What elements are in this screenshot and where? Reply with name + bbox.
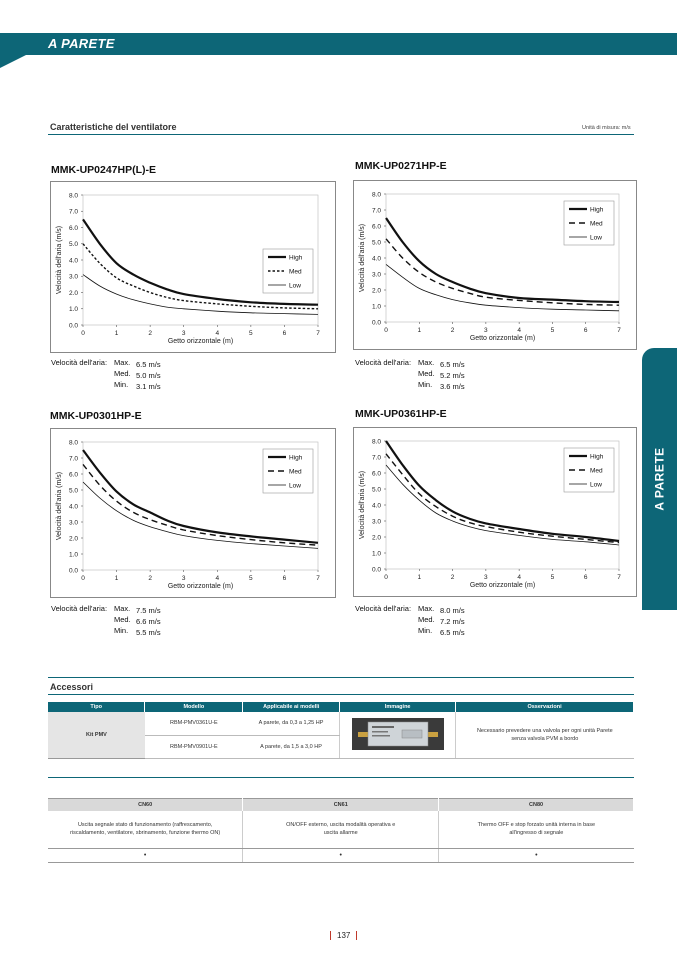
cell-applicabile: A parete, da 0,3 a 1,25 HP [243,712,340,735]
x-tick-label: 1 [114,575,119,582]
chart-frame-1 [50,181,336,353]
x-axis-label: Getto orizzontale (m) [469,582,536,589]
level-med-label: Med. [418,615,435,624]
accessories-divider [48,694,634,695]
chart-frame-2 [353,180,637,350]
fan-section-divider [48,134,634,135]
velocity-max-value: 7.5 m/s [136,606,161,615]
y-tick-label: 8.0 [371,191,381,199]
y-tick-label: 5.0 [68,487,78,495]
y-tick-label: 7.0 [371,454,381,462]
y-tick-label: 2.0 [68,535,78,543]
chart-svg-2 [354,181,636,349]
x-tick-label: 0 [384,327,388,334]
y-tick-label: 4.0 [68,503,78,511]
series-line-low [386,264,619,310]
x-tick-label: 2 [148,575,152,582]
x-tick-label: 3 [484,327,488,334]
legend-label-med: Med [590,220,603,228]
y-tick-label: 0.0 [68,322,78,330]
x-tick-label: 6 [282,330,287,337]
y-tick-label: 5.0 [371,239,381,247]
y-tick-label: 4.0 [371,255,381,263]
cn-table [48,798,634,863]
x-tick-label: 7 [617,574,621,581]
accessories-table [48,702,634,759]
chart-title-4: MMK-UP0361HP-E [355,408,447,420]
level-max-label: Max. [114,604,131,613]
header-banner-notch [0,54,28,68]
x-tick-label: 3 [181,330,186,337]
legend-label-high: High [590,206,604,214]
accessories-top-divider [48,677,634,678]
y-tick-label: 4.0 [68,257,78,265]
chart-svg-1 [51,182,335,352]
y-tick-label: 2.0 [371,287,381,295]
legend-label-high: High [590,453,604,461]
y-tick-label: 7.0 [68,455,78,463]
chart-frame-3 [50,428,336,598]
cell-modello: RBM-PMV0901U-E [145,735,243,758]
x-tick-label: 1 [417,574,422,581]
pmv-kit-image [352,716,444,752]
x-tick-label: 6 [282,575,287,582]
cell-applicabile: A parete, da 1,5 a 3,0 HP [243,735,340,758]
y-tick-label: 1.0 [371,303,381,311]
y-tick-label: 0.0 [371,566,381,574]
velocity-block-3 [51,604,251,638]
table-row [48,849,634,863]
x-tick-label: 0 [81,330,85,337]
chart-title-1: MMK-UP0247HP(L)-E [51,164,157,176]
y-axis-label: Velocità dell'aria (m/s) [359,470,366,540]
x-axis-label: Getto orizzontale (m) [469,335,536,342]
legend-label-low: Low [289,282,301,290]
x-tick-label: 4 [517,574,521,581]
legend-label-high: High [289,454,303,462]
velocity-med-value: 5.0 m/s [136,371,161,380]
x-tick-label: 3 [484,574,488,581]
cell-cn60-mark: • [48,849,243,863]
chart-title-3: MMK-UP0301HP-E [50,410,142,422]
page-title: A PARETE [48,36,115,51]
velocity-med-value: 5.2 m/s [440,371,465,380]
y-tick-label: 6.0 [68,224,78,232]
level-min-label: Min. [114,380,129,389]
velocity-label: Velocità dell'aria: [355,358,412,367]
x-tick-label: 0 [384,574,388,581]
velocity-med-value: 7.2 m/s [440,617,465,626]
y-tick-label: 8.0 [68,192,78,200]
legend-label-low: Low [590,481,602,489]
velocity-block-4 [355,604,555,638]
x-tick-label: 6 [583,327,588,334]
cell-modello: RBM-PMV0361U-E [145,712,243,735]
legend-label-med: Med [590,467,603,475]
cell-tipo: Kit PMV [48,712,145,758]
y-tick-label: 6.0 [371,223,381,231]
cell-cn60-desc: Uscita segnale stato di funzionamento (raffrescamento, riscaldamento, ventilatore, sbrinamento, funzione thermo ON) [48,811,243,849]
y-tick-label: 7.0 [371,207,381,215]
unit-note: Unità di misura: m/s [582,125,631,131]
y-tick-label: 2.0 [371,534,381,542]
y-tick-label: 1.0 [68,306,78,314]
x-axis-label: Getto orizzontale (m) [167,583,234,590]
velocity-min-value: 6.5 m/s [440,628,465,637]
y-tick-label: 2.0 [68,289,78,297]
y-tick-label: 3.0 [371,518,381,526]
cell-immagine [340,712,456,758]
x-tick-label: 6 [583,574,588,581]
header-osservazioni: Osservazioni [456,702,634,712]
x-tick-label: 4 [517,327,521,334]
header-applicabile: Applicabile ai modelli [243,702,340,712]
level-med-label: Med. [418,369,435,378]
level-min-label: Min. [418,626,433,635]
y-tick-label: 6.0 [371,470,381,478]
velocity-block-2 [355,358,555,392]
table-row [48,712,634,735]
side-tab-label: A PARETE [652,447,667,511]
level-max-label: Max. [418,604,435,613]
x-tick-label: 5 [550,327,555,334]
legend-label-low: Low [590,234,602,242]
legend-label-med: Med [289,268,302,276]
header-tipo: Tipo [48,702,145,712]
page-number [324,931,363,940]
x-tick-label: 3 [181,575,186,582]
y-tick-label: 1.0 [371,550,381,558]
x-tick-label: 7 [316,330,320,337]
y-tick-label: 8.0 [68,439,78,447]
x-tick-label: 4 [215,330,220,337]
x-tick-label: 1 [114,330,119,337]
page-number-text: 137 [337,931,351,940]
x-tick-label: 7 [316,575,320,582]
header-immagine: Immagine [340,702,456,712]
velocity-min-value: 3.6 m/s [440,382,465,391]
velocity-max-value: 6.5 m/s [136,360,161,369]
header-modello: Modello [145,702,243,712]
accessories-header-row [48,702,634,712]
header-cn61: CN61 [243,799,439,811]
velocity-label: Velocità dell'aria: [51,604,108,613]
y-axis-label: Velocità dell'aria (m/s) [56,471,63,541]
level-max-label: Max. [418,358,435,367]
velocity-label: Velocità dell'aria: [51,358,108,367]
x-tick-label: 4 [215,575,220,582]
header-cn80: CN80 [439,799,634,811]
velocity-max-value: 6.5 m/s [440,360,465,369]
level-med-label: Med. [114,369,131,378]
velocity-min-value: 3.1 m/s [136,382,161,391]
x-tick-label: 2 [148,330,152,337]
y-tick-label: 0.0 [371,319,381,327]
y-tick-label: 3.0 [68,273,78,281]
fan-section-title: Caratteristiche del ventilatore [50,122,177,132]
x-tick-label: 2 [450,574,455,581]
y-axis-label: Velocità dell'aria (m/s) [56,225,63,295]
x-axis-label: Getto orizzontale (m) [167,338,234,345]
side-tab-label-wrap [642,348,677,610]
level-max-label: Max. [114,358,131,367]
level-min-label: Min. [418,380,433,389]
chart-frame-4 [353,427,637,597]
accessories-title: Accessori [50,682,94,692]
velocity-min-value: 5.5 m/s [136,628,161,637]
y-tick-label: 4.0 [371,502,381,510]
cell-cn80-mark: • [439,849,634,863]
velocity-med-value: 6.6 m/s [136,617,161,626]
cell-cn61-desc: ON/OFF esterno, uscita modalità operativa e uscita allarme [243,811,439,849]
y-tick-label: 6.0 [68,471,78,479]
x-tick-label: 1 [417,327,422,334]
y-tick-label: 3.0 [371,271,381,279]
chart-svg-4 [354,428,636,596]
cell-cn61-mark: • [243,849,439,863]
legend-label-high: High [289,254,303,262]
x-tick-label: 7 [617,327,621,334]
legend-label-med: Med [289,468,302,476]
cell-osservazioni: Necessario prevedere una valvola per ogni unità Parete senza valvola PVM a bordo [456,712,634,758]
chart-title-2: MMK-UP0271HP-E [355,160,447,172]
y-tick-label: 7.0 [68,208,78,216]
velocity-block-1 [51,358,251,392]
table-row [48,811,634,849]
cn-header-row [48,799,634,811]
y-tick-label: 0.0 [68,567,78,575]
legend-label-low: Low [289,482,301,490]
velocity-max-value: 8.0 m/s [440,606,465,615]
y-tick-label: 5.0 [68,241,78,249]
level-min-label: Min. [114,626,129,635]
chart-svg-3 [51,429,335,597]
y-tick-label: 3.0 [68,519,78,527]
x-tick-label: 2 [450,327,455,334]
y-axis-label: Velocità dell'aria (m/s) [359,223,366,293]
y-tick-label: 8.0 [371,438,381,446]
header-cn60: CN60 [48,799,243,811]
x-tick-label: 5 [249,330,253,337]
velocity-label: Velocità dell'aria: [355,604,412,613]
cn-section-divider [48,777,634,778]
y-tick-label: 1.0 [68,551,78,559]
x-tick-label: 5 [249,575,253,582]
cell-cn80-desc: Thermo OFF e stop forzato unità interna in base all'ingresso di segnale [439,811,634,849]
y-tick-label: 5.0 [371,486,381,494]
x-tick-label: 0 [81,575,85,582]
x-tick-label: 5 [550,574,555,581]
level-med-label: Med. [114,615,131,624]
